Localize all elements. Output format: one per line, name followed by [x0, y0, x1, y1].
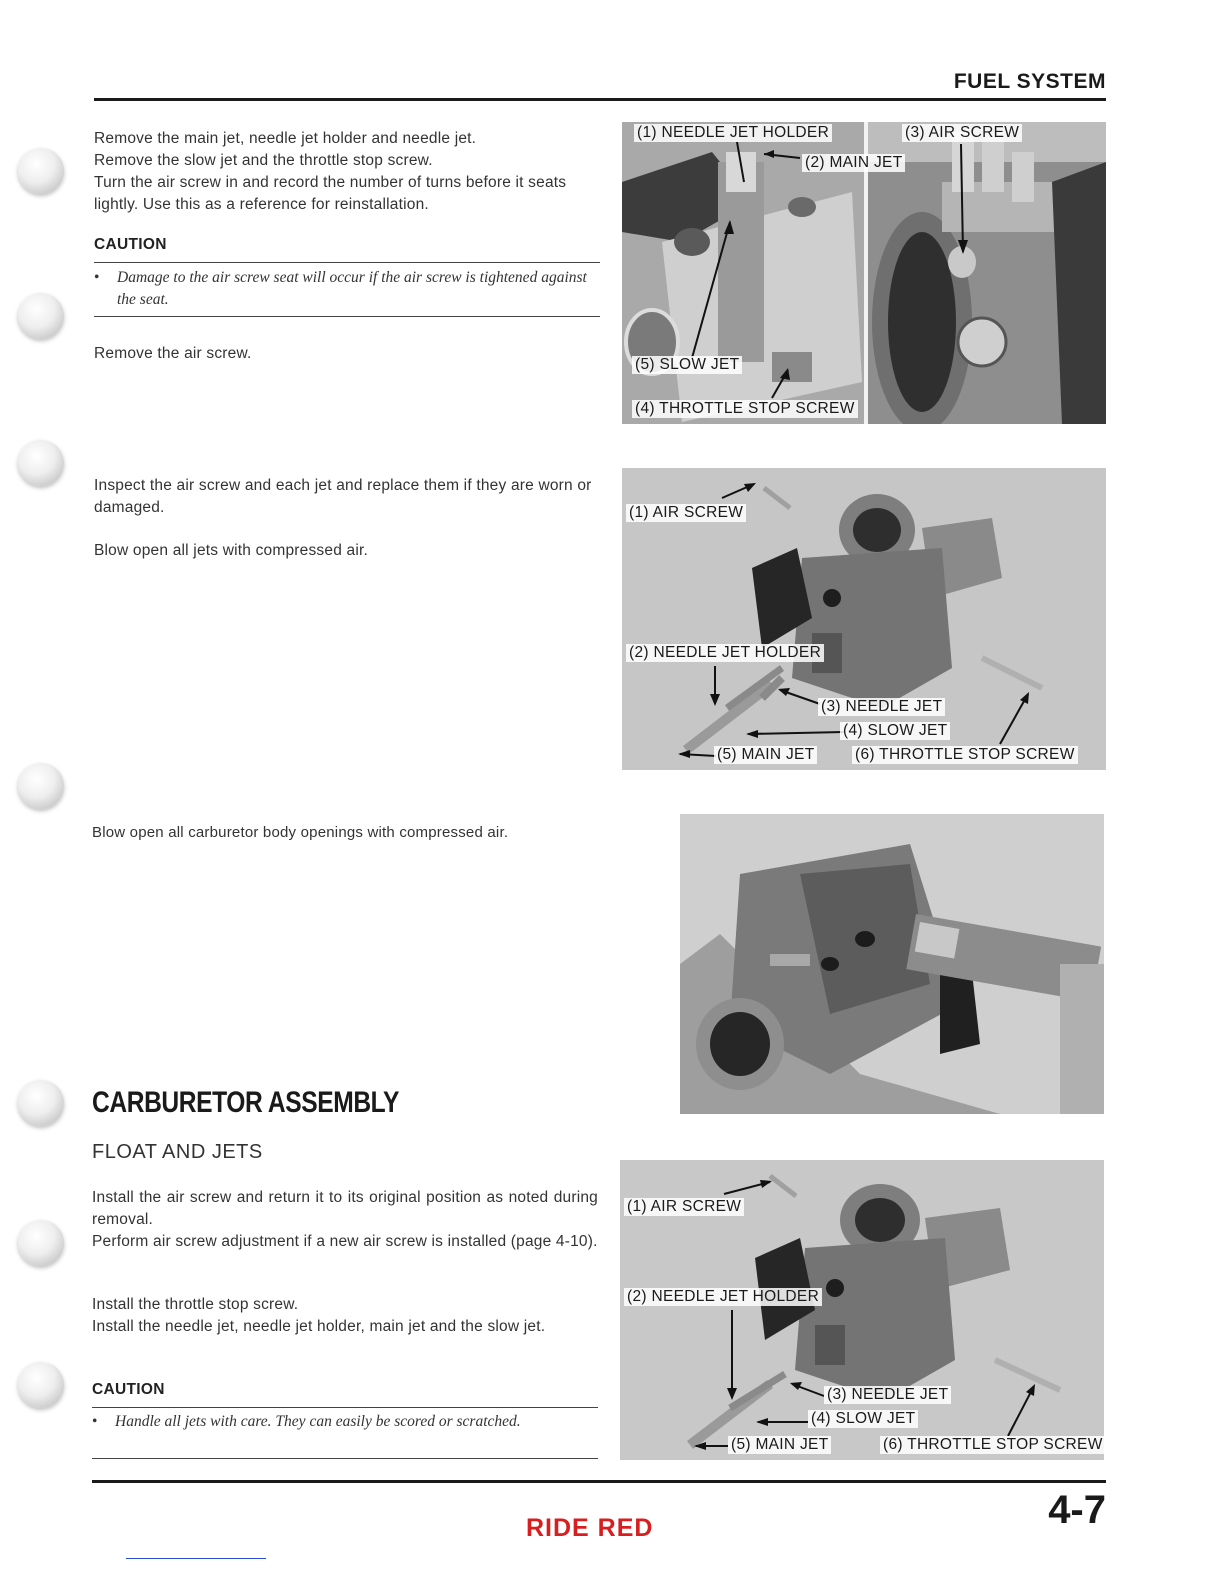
caution-rule — [92, 1458, 598, 1459]
caution-rule — [92, 1407, 598, 1408]
caution-note: • Handle all jets with care. They can easily be scored or scratched. — [92, 1411, 598, 1433]
label-needle-jet: (3) NEEDLE JET — [818, 698, 945, 716]
section-title: CARBURETOR ASSEMBLY — [92, 1086, 400, 1119]
label-needle-jet-holder: (2) NEEDLE JET HOLDER — [626, 644, 824, 662]
binder-hole — [18, 293, 64, 339]
label-slow-jet: (5) SLOW JET — [632, 356, 742, 374]
binder-hole — [18, 1080, 64, 1126]
figure-compressed-air-body — [680, 814, 1104, 1114]
label-main-jet: (5) MAIN JET — [728, 1436, 831, 1454]
label-main-jet: (2) MAIN JET — [802, 154, 905, 172]
figure-jets-and-screws — [622, 468, 1106, 770]
step-text: Blow open all carburetor body openings with compressed air. — [92, 824, 509, 841]
link-underline — [126, 1558, 266, 1559]
step-text: Perform air screw adjustment if a new air screw is installed (page 4-10). — [92, 1233, 598, 1250]
label-throttle-stop-screw: (4) THROTTLE STOP SCREW — [632, 400, 858, 418]
header-rule — [94, 98, 1106, 101]
section-header: FUEL SYSTEM — [953, 70, 1106, 93]
label-throttle-stop-screw: (6) THROTTLE STOP SCREW — [880, 1436, 1104, 1454]
step-text: Remove the slow jet and the throttle stop screw. — [94, 152, 433, 169]
label-air-screw: (1) AIR SCREW — [624, 1198, 744, 1216]
caution-title: CAUTION — [94, 236, 167, 253]
caution-text: Damage to the air screw seat will occur if the air screw is tightened against the seat. — [117, 269, 587, 308]
label-slow-jet: (4) SLOW JET — [808, 1410, 918, 1428]
label-throttle-stop-screw: (6) THROTTLE STOP SCREW — [852, 746, 1078, 764]
label-needle-jet-holder: (2) NEEDLE JET HOLDER — [624, 1288, 822, 1306]
step-text: Install the air screw and return it to its original position as noted during removal. — [92, 1189, 598, 1228]
label-slow-jet: (4) SLOW JET — [840, 722, 950, 740]
caution-note: • Damage to the air screw seat will occur if the air screw is tightened against the seat. — [94, 267, 600, 311]
binder-hole — [18, 1220, 64, 1266]
assembly-instructions — [92, 1294, 598, 1338]
brand-logo: RIDE RED — [526, 1514, 654, 1542]
step-text: Inspect the air screw and each jet and replace them if they are worn or damaged. — [94, 477, 592, 516]
label-main-jet: (5) MAIN JET — [714, 746, 817, 764]
caution-rule — [94, 262, 600, 263]
subsection-title: FLOAT AND JETS — [92, 1141, 263, 1163]
label-needle-jet-holder: (1) NEEDLE JET HOLDER — [634, 124, 832, 142]
step-text: Blow open all jets with compressed air. — [94, 542, 369, 559]
removal-instructions — [94, 128, 602, 216]
caution-rule — [94, 316, 600, 317]
footer-rule — [92, 1480, 1106, 1483]
step-text: Remove the air screw. — [94, 345, 252, 362]
figure-carburetor-jets-removed — [622, 122, 1106, 424]
figure-jets-installation — [620, 1160, 1104, 1460]
assembly-instructions — [92, 1187, 598, 1253]
label-air-screw: (3) AIR SCREW — [902, 124, 1022, 142]
page-number: 4-7 — [1048, 1488, 1106, 1532]
label-air-screw: (1) AIR SCREW — [626, 504, 746, 522]
step-text: Install the throttle stop screw. — [92, 1296, 299, 1313]
binder-hole — [18, 1362, 64, 1408]
caution-title: CAUTION — [92, 1381, 165, 1398]
step-text: Turn the air screw in and record the number of turns before it seats lightly. Use this as a reference for reinstallation. — [94, 174, 567, 213]
label-needle-jet: (3) NEEDLE JET — [824, 1386, 951, 1404]
step-text: Remove the main jet, needle jet holder and needle jet. — [94, 130, 477, 147]
binder-hole — [18, 763, 64, 809]
caution-text: Handle all jets with care. They can easily be scored or scratched. — [115, 1413, 521, 1430]
compressed-air-photo — [680, 814, 1104, 1114]
step-text: Install the needle jet, needle jet holder, main jet and the slow jet. — [92, 1318, 546, 1335]
binder-hole — [18, 440, 64, 486]
binder-hole — [18, 148, 64, 194]
